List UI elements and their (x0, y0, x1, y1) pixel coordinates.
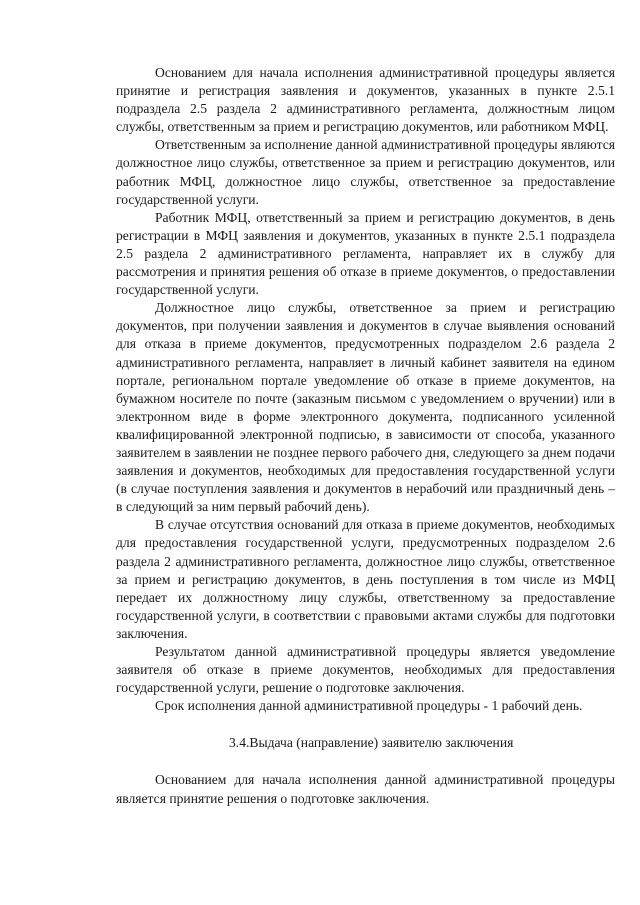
document-page (116, 64, 615, 808)
paragraph-deadline: Срок исполнения данной административной процедуры - 1 рабочий день. (155, 698, 583, 714)
paragraph-result: Результатом данной административной процедуры является уведомление заявителя об отказе в приеме документов, необходимых для предоставления государственной услуги, решение о подготовке заключения. (116, 644, 615, 696)
paragraph-no-refusal-grounds: В случае отсутствия оснований для отказа в приеме документов, необходимых для предоставления государственной услуги, предусмотренных подразделом 2.6 раздела 2 административного регламента, должностное лицо службы, ответственное за прием и регистрацию документов, в день поступления в том числе из МФЦ передает их должностному лицу службы, ответственному за предоставление государственной услуги, в соответствии с правовыми актами службы для подготовки заключения. (116, 517, 615, 641)
paragraph-section-basis: Основанием для начала исполнения данной административной процедуры является принятие решения о подготовке заключения. (116, 772, 615, 806)
paragraph-basis: Основанием для начала исполнения административной процедуры является принятие и регистрация заявления и документов, указанных в пункте 2.5.1 подраздела 2.5 раздела 2 административного регламента, должностным лицом службы, ответственным за прием и регистрацию документов, или работником МФЦ. (116, 65, 615, 135)
paragraph-mfc-worker: Работник МФЦ, ответственный за прием и регистрацию документов, в день регистрации в МФЦ заявления и документов, указанных в пункте 2.5.1 подраздела 2.5 раздела 2 административного регламента, направляет их в службу для рассмотрения и принятия решения об отказе в приеме документов, о предоставлении государственной услуги. (116, 209, 615, 298)
paragraph-responsible: Ответственным за исполнение данной административной процедуры являются должностное лицо службы, ответственное за прием и регистрацию документов, или работник МФЦ, должностное лицо службы, ответственное за предоставление государственной услуги. (116, 137, 615, 207)
paragraph-official-refusal: Должностное лицо службы, ответственное за прием и регистрацию документов, при получении заявления и документов в случае выявления оснований для отказа в приеме документов, предусмотренных подразделом 2.6 раздела 2 административного регламента, направляет в личный кабинет заявителя на едином портале, региональном портале уведомление об отказе в приеме документов, на бумажном носителе по почте (заказным письмом с уведомлением о вручении) или в электронном виде в форме электронного документа, подписанного усиленной квалифицированной электронной подписью, в зависимости от способа, указанного заявителем в заявлении не позднее первого рабочего дня, следующего за днем подачи заявления и документов, необходимых для предоставления государственной услуги (в случае поступления заявления и документов в нерабочий или праздничный день – в следующий за ним первый рабочий день). (116, 300, 615, 515)
section-heading: 3.4.Выдача (направление) заявителю заключения (229, 735, 514, 751)
